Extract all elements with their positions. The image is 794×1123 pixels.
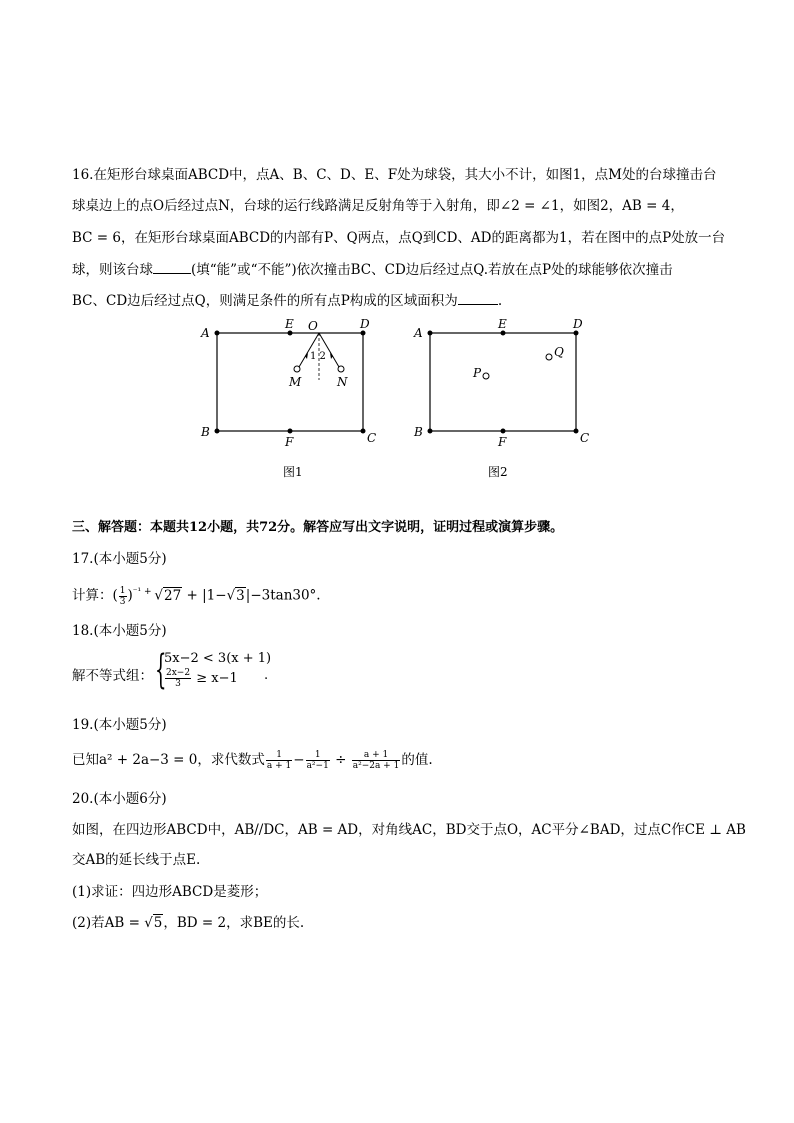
q18-ineq2 (164, 668, 238, 689)
fig2-point-a (428, 331, 433, 336)
fig2-ball-q (546, 354, 552, 360)
fig1-label-n: N (337, 375, 348, 389)
fig1-point-a (215, 331, 220, 336)
q20-line1: 如图，在四边形ABCD中，AB//DC，AB = AD，对角线AC，BD交于点O，AC平分∠BAD，过点C作CE ⊥ AB (72, 822, 746, 838)
fig1-label-m: M (289, 375, 302, 389)
q17-sqrt27: 27 (164, 587, 182, 604)
q18-ineq2-rest: ≥ x−1 (192, 671, 238, 686)
q19-text-a: 已知a² + 2a−3 = 0，求代数式 (72, 752, 265, 768)
q18-fraction: $\frac{2x-2}{3}$ (166, 668, 191, 689)
fig2-point-d (574, 331, 579, 336)
fig2-caption: 图2 (488, 465, 508, 479)
fig1-label-angles: 1 2 (310, 351, 326, 362)
fig1-caption: 图1 (283, 465, 303, 479)
q19-text-b: 的值. (401, 752, 433, 768)
fig2-point-b (428, 429, 433, 434)
fig1-label-o: O (308, 319, 318, 333)
sqrt-icon: √ (154, 587, 164, 604)
fig2-label-f: F (498, 435, 507, 449)
fig2-label-b: B (414, 425, 423, 439)
q20-line4 (72, 913, 304, 933)
answer-blank-1[interactable] (153, 259, 191, 274)
q19-heading: 19.(本小题5分) (72, 717, 167, 733)
q17-prefix: 计算： (72, 587, 113, 604)
q20-line2: 交AB的延长线于点E. (72, 852, 201, 868)
q16-line5 (72, 290, 502, 311)
fig1-point-b (215, 429, 220, 434)
q16-line5-prefix: BC、CD边后经过点Q，则满足条件的所有点P构成的区域面积为 (72, 293, 458, 309)
q18-prefix: 解不等式组： (72, 668, 153, 684)
q19-fraction-3: $\frac{a + 1}{\text{a²−2a + 1}}$ (352, 750, 400, 771)
q19-expression: 已知a² + 2a−3 = 0，求代数式 $\frac{1}{a + 1}$ − $\frac{1}{\text{a²−1}}$ ÷ $\frac{a + 1}{\text{a²−2a + 1}}$ 的值. (72, 750, 433, 771)
fig2-label-e: E (498, 317, 507, 331)
q17-part-c: |−3tan30°. (245, 587, 321, 604)
fig1-point-d (361, 331, 366, 336)
fig1-label-e: E (285, 317, 294, 331)
sqrt-icon: √ (226, 587, 236, 604)
q18-ineq1: 5x−2 < 3(x + 1) (164, 651, 272, 666)
q16-line2: 球桌边上的点O后经过点N，台球的运行线路满足反射角等于入射角，即∠2 = ∠1，如图2，AB = 4， (72, 198, 684, 214)
fig2-ball-p (483, 373, 489, 379)
brace-icon: { (155, 647, 167, 693)
fig1-point-f (288, 429, 293, 434)
sqrt-icon: √ (144, 915, 153, 931)
q20-line4-a: (2)若AB = (72, 915, 145, 931)
q20-heading: 20.(本小题6分) (72, 791, 167, 807)
figure-1 (195, 312, 395, 482)
q17-fraction: $\frac{1}{3}$ (119, 585, 126, 607)
fig2-label-c: C (580, 431, 590, 445)
fig1-point-c (361, 429, 366, 434)
q16-line4 (72, 259, 673, 280)
fig2-label-p: P (473, 366, 482, 380)
q18-heading: 18.(本小题5分) (72, 623, 167, 639)
q18-suffix: . (264, 668, 269, 683)
fig1-ball-m (294, 366, 300, 372)
fig2-point-c (574, 429, 579, 434)
q16-line3: BC = 6，在矩形台球桌面ABCD的内部有P、Q两点，点Q到CD、AD的距离都为1，若在图中的点P处放一台 (72, 230, 726, 246)
answer-blank-2[interactable] (458, 290, 498, 305)
q17-heading: 17.(本小题5分) (72, 551, 167, 567)
fig2-label-d: D (573, 317, 583, 331)
fig1-label-c: C (367, 431, 377, 445)
q19-fraction-1: $\frac{1}{a + 1}$ (266, 750, 292, 771)
q16-line1: 16.在矩形台球桌面ABCD中，点A、B、C、D、E、F处为球袋，其大小不计，如图1，点M处的台球撞击台 (72, 167, 717, 183)
q20-line3: (1)求证：四边形ABCD是菱形； (72, 884, 268, 900)
q17-part-b: + |1− (182, 587, 227, 604)
q17-expression: 计算：( $\frac{1}{3}$ )$^{^{-1} +}$ √27 + |1−√3|−3tan30°. (72, 585, 321, 607)
q17-exponent: ⁻¹ + (132, 587, 155, 597)
fig2-label-q: Q (554, 345, 564, 359)
section-3-heading: 三、解答题：本题共12小题，共72分。解答应写出文字说明，证明过程或演算步骤。 (72, 520, 564, 535)
fig1-point-e (288, 331, 293, 336)
fig1-ball-n (338, 366, 344, 372)
fig1-label-a: A (201, 326, 210, 340)
fig2-point-f (501, 429, 506, 434)
figure-2 (408, 312, 608, 482)
fig1-label-d: D (360, 317, 370, 331)
fig1-label-b: B (201, 425, 210, 439)
q20-sqrt5: 5 (153, 915, 163, 931)
q16-line4-suffix: (填“能”或“不能”)依次撞击BC、CD边后经过点Q.若放在点P处的球能够依次撞击 (191, 262, 673, 278)
q19-fraction-2: $\frac{1}{\text{a²−1}}$ (306, 750, 329, 771)
q16-line5-suffix: . (497, 293, 503, 309)
fig2-label-a: A (414, 326, 423, 340)
fig1-label-f: F (285, 435, 294, 449)
fig2-point-e (501, 331, 506, 336)
q17-sqrt3: 3 (236, 587, 245, 604)
q20-line4-b: ，BD = 2，求BE的长. (163, 915, 305, 931)
q16-line4-prefix: 球，则该台球 (72, 262, 153, 278)
